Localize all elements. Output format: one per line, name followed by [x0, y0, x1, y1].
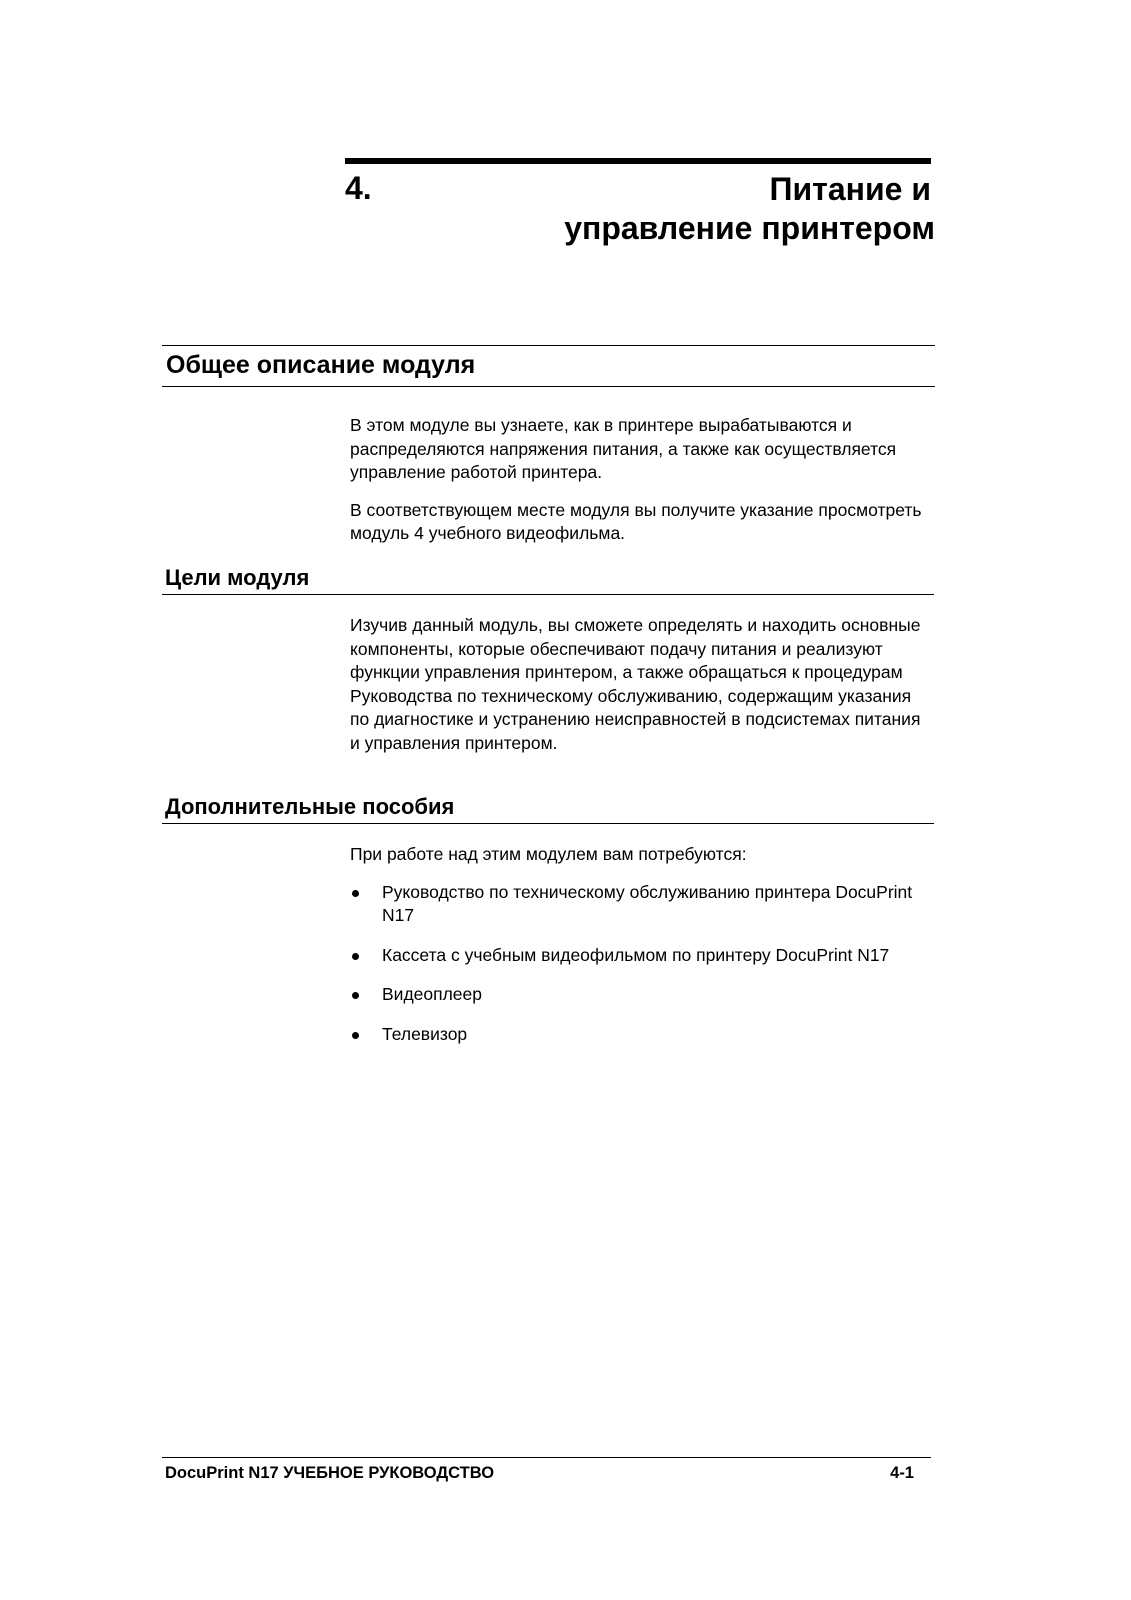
list-item: [350, 944, 930, 968]
list-item: [350, 983, 930, 1007]
chapter-title: [501, 170, 935, 248]
list-item-text: Кассета с учебным видеофильмом по принтеру DocuPrint N17: [382, 944, 890, 965]
list-item: [350, 881, 930, 928]
section-title-goals: Цели модуля: [162, 563, 934, 595]
section-title-materials: Дополнительные пособия: [162, 792, 934, 824]
section-body-materials: [350, 843, 930, 1062]
paragraph: При работе над этим модулем вам потребуются:: [350, 844, 747, 864]
paragraph: В этом модуле вы узнаете, как в принтере вырабатываются и распределяются напряжения питания, а также как осуществляется управление работой принтера.: [350, 415, 897, 482]
materials-list: [350, 881, 930, 1047]
bullet-icon: [352, 992, 359, 999]
section-body-goals: [350, 614, 930, 769]
footer-title: DocuPrint N17 УЧЕБНОЕ РУКОВОДСТВО: [165, 1464, 495, 1482]
footer-rule: [162, 1457, 931, 1458]
paragraph: Изучив данный модуль, вы сможете определять и находить основные компоненты, которые обеспечивают подачу питания и реализуют функции управления принтером, а также обращаться к процедурам Руководства по техническому обслуживанию, содержащим указания по диагностике и устранению неисправностей в подсистемах питания и управления принтером.: [350, 615, 921, 753]
section-title-overview: Общее описание модуля: [162, 345, 935, 387]
paragraph: В соответствующем месте модуля вы получите указание просмотреть модуль 4 учебного видеофильма.: [350, 499, 922, 543]
list-item-text: Телевизор: [382, 1023, 468, 1044]
chapter-rule: [345, 158, 931, 164]
page-number: 4-1: [890, 1464, 914, 1482]
chapter-title-line2: управление принтером: [564, 210, 935, 246]
bullet-icon: [352, 890, 359, 897]
list-item: [350, 1023, 930, 1047]
list-item-text: Руководство по техническому обслуживанию принтера DocuPrint N17: [382, 881, 913, 925]
section-body-overview: [350, 414, 930, 560]
chapter-title-line1: Питание и: [769, 171, 931, 207]
bullet-icon: [352, 1032, 359, 1039]
list-item-text: Видеоплеер: [382, 984, 483, 1004]
chapter-number: 4.: [345, 170, 372, 206]
bullet-icon: [352, 953, 359, 960]
